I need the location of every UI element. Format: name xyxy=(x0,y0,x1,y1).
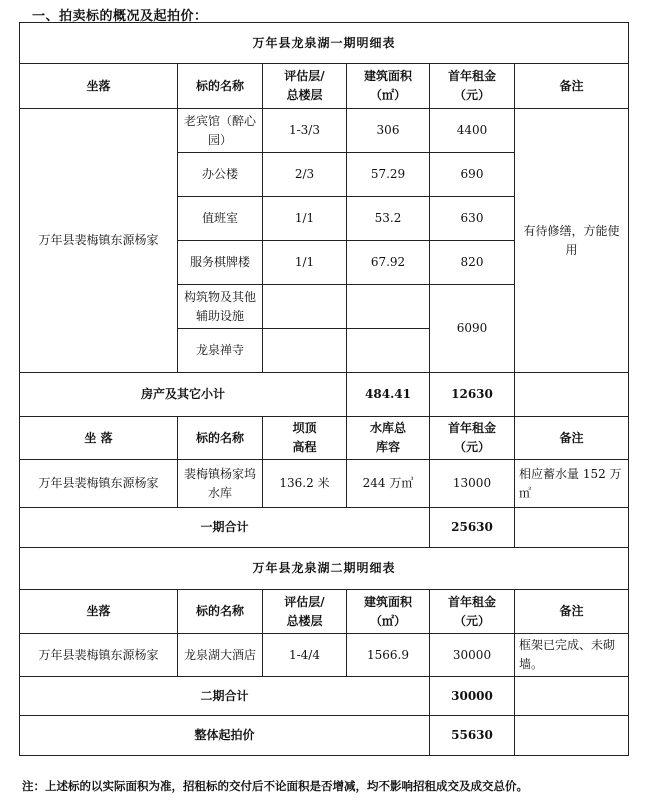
subtotal-rent: 12630 xyxy=(430,373,515,417)
dam-capacity: 244 万㎥ xyxy=(347,460,430,508)
item-area: 67.92 xyxy=(347,241,430,285)
header-floors: 评估层/ 总楼层 xyxy=(263,64,347,109)
phase1-total-rent: 25630 xyxy=(430,508,515,548)
header-area: 建筑面积 （㎡） xyxy=(347,590,430,634)
phase2-title: 万年县龙泉湖二期明细表 xyxy=(20,548,629,590)
table-row xyxy=(20,109,629,153)
phase1-header-row xyxy=(20,64,629,109)
item-area: 1566.9 xyxy=(347,634,430,677)
remark-cell: 有待修缮，方能使用 xyxy=(515,109,629,373)
dam-rent: 13000 xyxy=(430,460,515,508)
item-floors: 1/1 xyxy=(263,241,347,285)
item-rent: 6090 xyxy=(430,285,515,373)
dam-header-elevation: 坝顶 高程 xyxy=(263,417,347,460)
table-row xyxy=(20,634,629,677)
header-location: 坐落 xyxy=(20,590,178,634)
grand-total-label: 整体起拍价 xyxy=(20,716,430,756)
subtotal-label: 房产及其它小计 xyxy=(20,373,347,417)
footnote: 注：上述标的以实际面积为准，招租标的交付后不论面积是否增减，均不影响招租成交及成交总价。 xyxy=(22,779,528,793)
dam-elevation: 136.2 米 xyxy=(263,460,347,508)
item-rent: 820 xyxy=(430,241,515,285)
dam-header-capacity: 水库总 库容 xyxy=(347,417,430,460)
header-area: 建筑面积 （㎡） xyxy=(347,64,430,109)
item-name: 构筑物及其他辅助设施 xyxy=(178,285,263,329)
header-rent: 首年租金 （元） xyxy=(430,64,515,109)
item-rent: 30000 xyxy=(430,634,515,677)
phase2-total-row xyxy=(20,677,629,716)
item-rent: 690 xyxy=(430,153,515,197)
dam-remark: 相应蓄水量 152 万㎥ xyxy=(515,460,629,508)
header-name: 标的名称 xyxy=(178,64,263,109)
phase2-total-label: 二期合计 xyxy=(20,677,430,716)
dam-header-remark: 备注 xyxy=(515,417,629,460)
subtotal-remark xyxy=(515,373,629,417)
dam-header-location: 坐 落 xyxy=(20,417,178,460)
item-name: 龙泉湖大酒店 xyxy=(178,634,263,677)
item-floors: 1-3/3 xyxy=(263,109,347,153)
item-name: 值班室 xyxy=(178,197,263,241)
dam-header-name: 标的名称 xyxy=(178,417,263,460)
subtotal-row xyxy=(20,373,629,417)
item-area xyxy=(347,329,430,373)
auction-detail-table xyxy=(19,22,629,756)
dam-row xyxy=(20,460,629,508)
phase2-header-row xyxy=(20,590,629,634)
item-floors: 1/1 xyxy=(263,197,347,241)
phase1-total-label: 一期合计 xyxy=(20,508,430,548)
item-name: 龙泉禅寺 xyxy=(178,329,263,373)
item-floors xyxy=(263,329,347,373)
grand-total-rent: 55630 xyxy=(430,716,515,756)
item-name: 服务棋牌楼 xyxy=(178,241,263,285)
dam-header-row xyxy=(20,417,629,460)
location-cell: 万年县裴梅镇东源杨家 xyxy=(20,109,178,373)
item-floors: 1-4/4 xyxy=(263,634,347,677)
remark-cell: 框架已完成、未砌墙。 xyxy=(515,634,629,677)
phase2-total-remark xyxy=(515,677,629,716)
grand-total-remark xyxy=(515,716,629,756)
item-area: 306 xyxy=(347,109,430,153)
dam-location: 万年县裴梅镇东源杨家 xyxy=(20,460,178,508)
grand-total-row xyxy=(20,716,629,756)
item-name: 老宾馆（醉心园） xyxy=(178,109,263,153)
subtotal-area: 484.41 xyxy=(347,373,430,417)
phase1-total-row xyxy=(20,508,629,548)
header-floors: 评估层/ 总楼层 xyxy=(263,590,347,634)
item-floors: 2/3 xyxy=(263,153,347,197)
phase1-total-remark xyxy=(515,508,629,548)
header-location: 坐落 xyxy=(20,64,178,109)
location-cell: 万年县裴梅镇东源杨家 xyxy=(20,634,178,677)
item-rent: 630 xyxy=(430,197,515,241)
item-rent: 4400 xyxy=(430,109,515,153)
item-floors xyxy=(263,285,347,329)
item-name: 办公楼 xyxy=(178,153,263,197)
header-name: 标的名称 xyxy=(178,590,263,634)
item-area: 53.2 xyxy=(347,197,430,241)
phase2-total-rent: 30000 xyxy=(430,677,515,716)
item-area: 57.29 xyxy=(347,153,430,197)
dam-header-rent: 首年租金 （元） xyxy=(430,417,515,460)
header-remark: 备注 xyxy=(515,590,629,634)
section-heading: 一、拍卖标的概况及起拍价： xyxy=(32,9,208,24)
item-area xyxy=(347,285,430,329)
phase1-title: 万年县龙泉湖一期明细表 xyxy=(20,23,629,64)
dam-name: 裴梅镇杨家坞水库 xyxy=(178,460,263,508)
header-rent: 首年租金 （元） xyxy=(430,590,515,634)
header-remark: 备注 xyxy=(515,64,629,109)
